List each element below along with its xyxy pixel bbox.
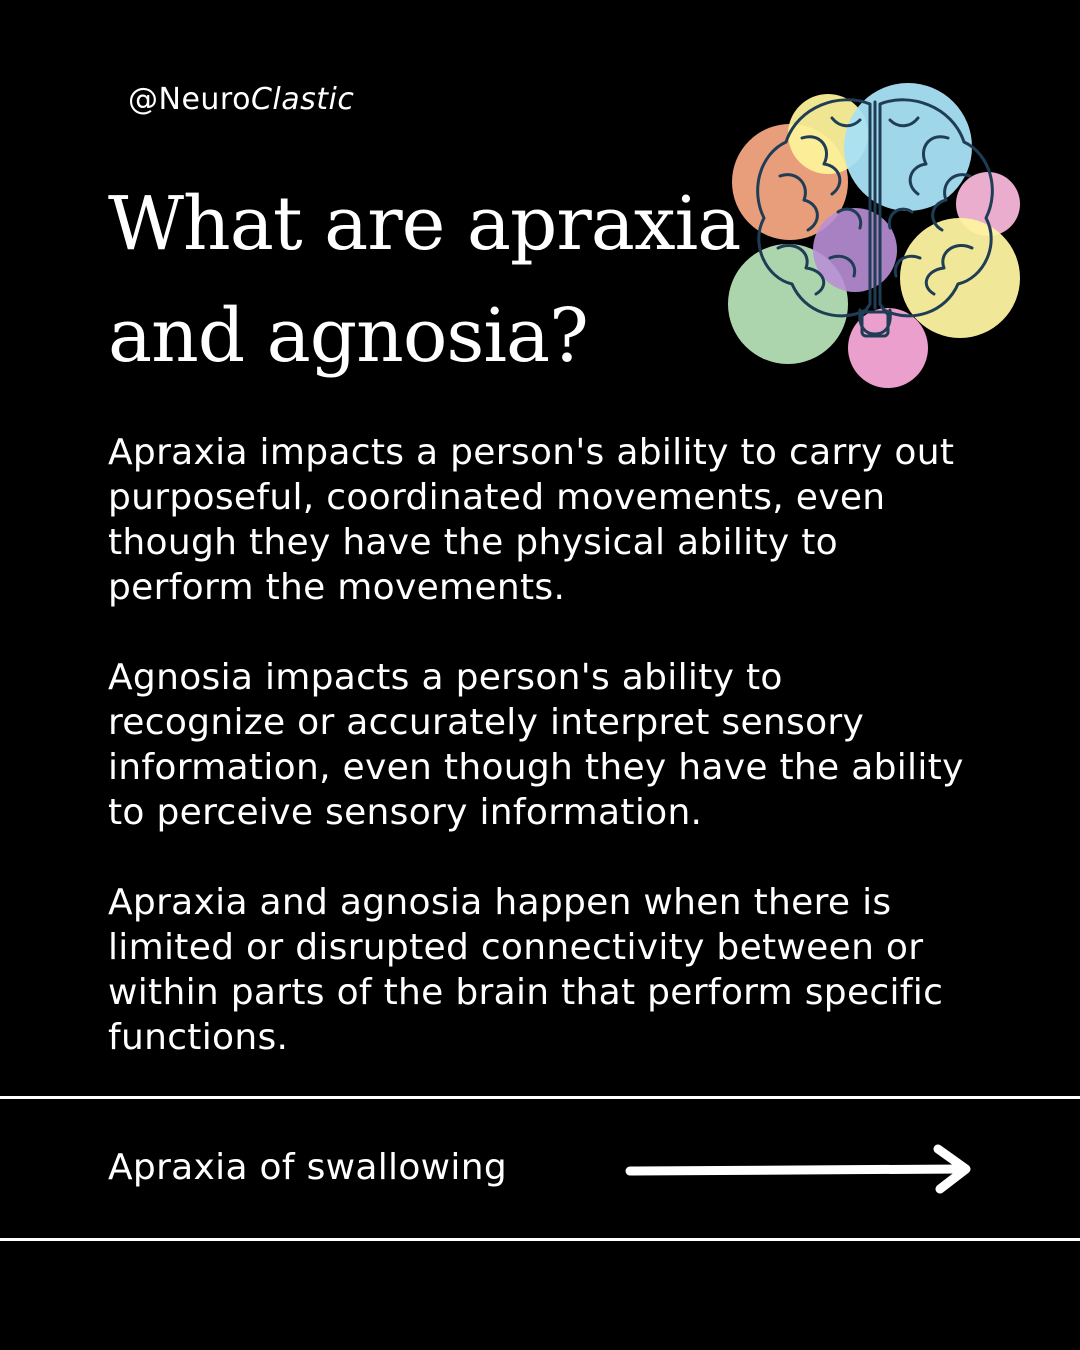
title-line-2: and agnosia? <box>108 293 588 379</box>
next-slide-link[interactable] <box>0 1099 1080 1238</box>
account-handle <box>128 82 354 117</box>
handle-suffix: Clastic <box>250 82 355 117</box>
paragraph-apraxia: Apraxia impacts a person's ability to carry out purposeful, coordinated movements, even though they have the physical ability to perform the movements. <box>108 432 955 608</box>
paragraph-agnosia: Agnosia impacts a person's ability to recognize or accurately interpret sensory information, even though they have the ability to perceive sensory information. <box>108 657 964 833</box>
arrow-right-icon[interactable] <box>622 1143 978 1195</box>
handle-prefix: @Neuro <box>128 82 251 117</box>
paragraph-connectivity: Apraxia and agnosia happen when there is limited or disrupted connectivity between or within parts of the brain that perform specific functions. <box>108 882 944 1058</box>
body-text <box>108 430 968 1105</box>
title-line-1: What are apraxia <box>108 181 741 267</box>
next-slide-label: Apraxia of swallowing <box>108 1147 507 1188</box>
brain-icon <box>720 72 1030 392</box>
divider-bottom <box>0 1238 1080 1241</box>
page-title <box>108 168 741 392</box>
